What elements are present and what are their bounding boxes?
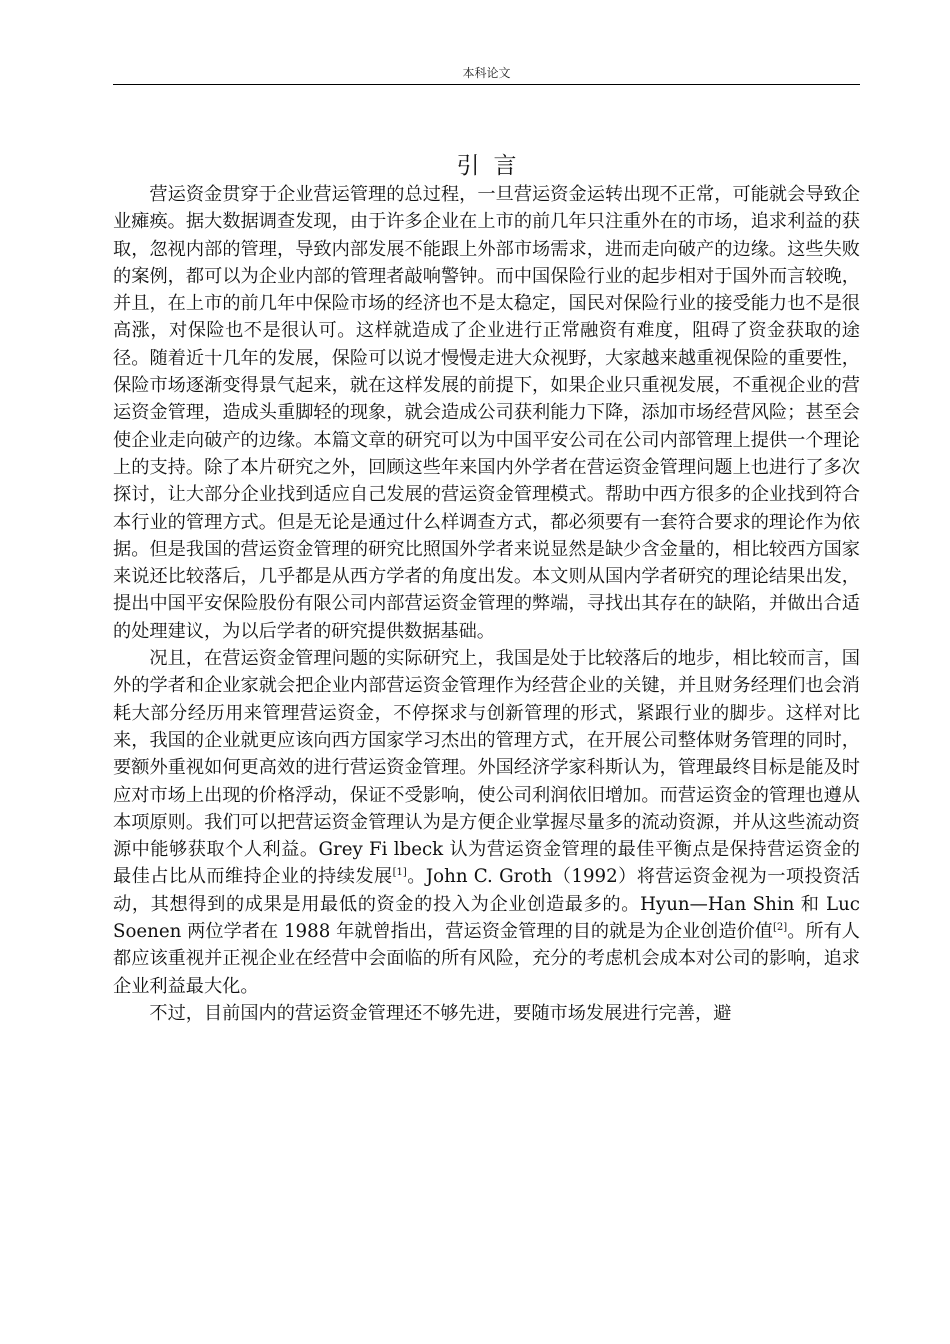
citation-2: [2] — [773, 921, 788, 933]
paragraph-3: 不过，目前国内的营运资金管理还不够先进，要随市场发展进行完善，避 — [149, 1002, 732, 1024]
citation-1: [1] — [392, 867, 407, 879]
paragraph-2-part-2: 。John C. Groth（1992）将营运资金视为一项投资活动，其想得到的成果是用最低的资金的投入为企业创造最多的。Hyun—Han Shin 和 Luc Soenen 两位学者在 1988 年就曾指出，营运资金管理的目的就是为企业创造价值 — [113, 866, 860, 943]
header-rule — [113, 84, 860, 85]
section-title: 引言 — [456, 153, 531, 179]
body-text — [113, 181, 860, 1027]
paragraph-1: 营运资金贯穿于企业营运管理的总过程，一旦营运资金运转出现不正常，可能就会导致企业瘫痪。据大数据调查发现，由于许多企业在上市的前几年只注重外在的市场，追求利益的获取，忽视内部的管理，导致内部发展不能跟上外部市场需求，进而走向破产的边缘。这些失败的案例，都可以为企业内部的管理者敲响警钟。而中国保险行业的起步相对于国外而言较晚，并且，在上市的前几年中保险市场的经济也不是太稳定，国民对保险行业的接受能力也不是很高涨，对保险也不是很认可。这样就造成了企业进行正常融资有难度，阻碍了资金获取的途径。随着近十几年的发展，保险可以说才慢慢走进大众视野，大家越来越重视保险的重要性，保险市场逐渐变得景气起来，就在这样发展的前提下，如果企业只重视发展，不重视企业的营运资金管理，造成头重脚轻的现象，就会造成公司获利能力下降，添加市场经营风险；甚至会使企业走向破产的边缘。本篇文章的研究可以为中国平安公司在公司内部管理上提供一个理论上的支持。除了本片研究之外，回顾这些年来国内外学者在营运资金管理问题上也进行了多次探讨，让大部分企业找到适应自己发展的营运资金管理模式。帮助中西方很多的企业找到符合本行业的管理方式。但是无论是通过什么样调查方式，都必须要有一套符合要求的理论作为依据。但是我国的营运资金管理的研究比照国外学者来说显然是缺少含金量的，相比较西方国家来说还比较落后，几乎都是从西方学者的角度出发。本文则从国内学者研究的理论结果出发，提出中国平安保险股份有限公司内部营运资金管理的弊端，寻找出其存在的缺陷，并做出合适的处理建议，为以后学者的研究提供数据基础。 — [113, 184, 860, 642]
paragraph-2-part-3: 。所有人都应该重视并正视企业在经营中会面临的所有风险，充分的考虑机会成本对公司的影响，追求企业利益最大化。 — [113, 921, 860, 997]
paragraph-2-part-1: 况且，在营运资金管理问题的实际研究上，我国是处于比较落后的地步，相比较而言，国外的学者和企业家就会把企业内部营运资金管理作为经营企业的关键，并且财务经理们也会消耗大部分经历用来管理营运资金，不停探求与创新管理的形式，紧跟行业的脚步。这样对比来，我国的企业就更应该向西方国家学习杰出的管理方式，在开展公司整体财务管理的同时，要额外重视如何更高效的进行营运资金管理。外国经济学家科斯认为，管理最终目标是能及时应对市场上出现的价格浮动，保证不受影响，使公司利润依旧增加。而营运资金的管理也遵从本项原则。我们可以把营运资金管理认为是方便企业掌握尽量多的流动资源，并从这些流动资源中能够获取个人利益。Grey Fi lbeck 认为营运资金管理的最佳平衡点是保持营运资金的最佳占比从而维持企业的持续发展 — [113, 648, 860, 888]
paragraph-2 — [113, 645, 860, 1000]
running-header: 本科论文 — [462, 66, 511, 80]
